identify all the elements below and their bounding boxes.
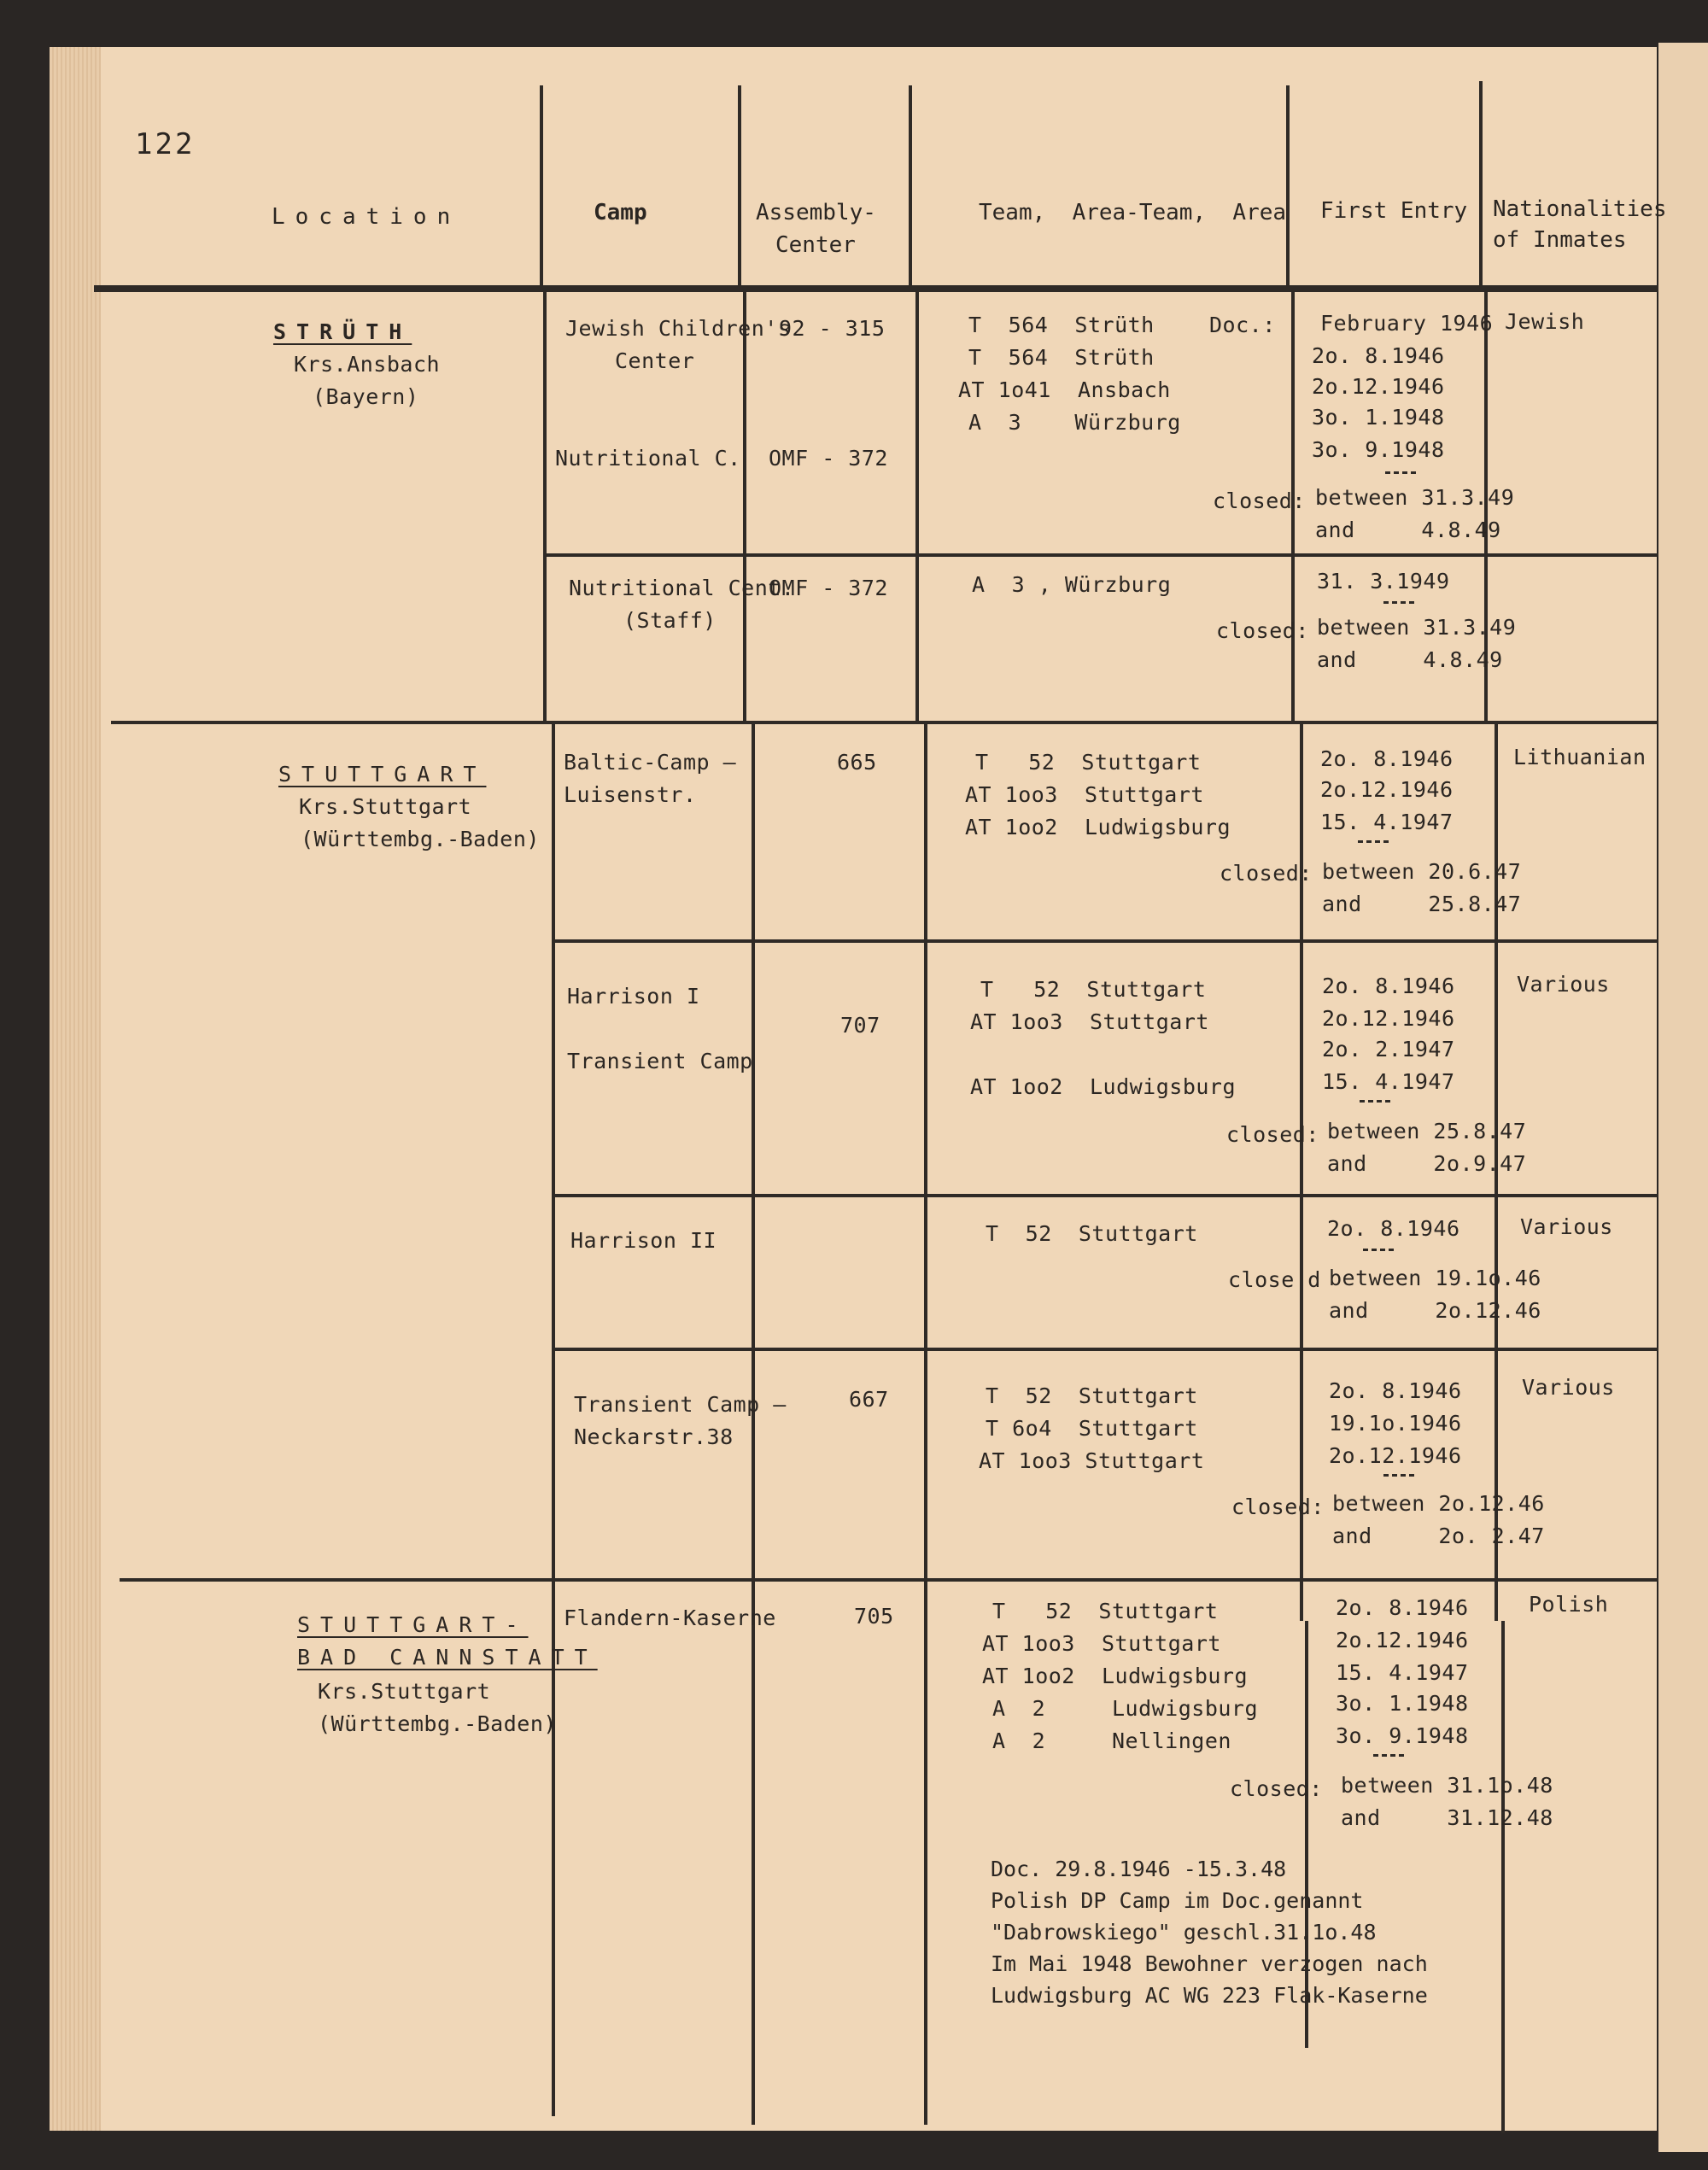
closed-range: between 31.3.49	[1317, 615, 1517, 640]
closed-range: between 25.8.47	[1327, 1119, 1527, 1143]
team-entry: AT 1o41 Ansbach	[958, 377, 1171, 402]
dashed-underline	[1385, 471, 1416, 474]
closed-label: closed:	[1226, 1122, 1319, 1147]
location-district: Krs.Stuttgart	[318, 1679, 491, 1704]
closed-label: close d	[1228, 1267, 1321, 1292]
assembly-center: 665	[837, 750, 877, 775]
row-rule	[111, 721, 1658, 724]
header-nationalities-2: of Inmates	[1493, 227, 1627, 253]
closed-range: between 19.1o.46	[1329, 1266, 1541, 1290]
closed-range: and 2o. 2.47	[1332, 1524, 1545, 1548]
assembly-center: 667	[849, 1387, 889, 1412]
first-entry: 2o.12.1946	[1322, 1006, 1455, 1031]
nationality: Various	[1517, 972, 1610, 997]
team-entry: AT 1oo3 Stuttgart	[970, 1009, 1209, 1034]
assembly-center-2: OMF - 372	[769, 446, 888, 471]
camp-name: Transient Camp –	[574, 1392, 787, 1417]
note-line: Doc. 29.8.1946 -15.3.48	[991, 1857, 1287, 1881]
grid-line	[924, 724, 927, 2125]
first-entry: 2o. 8.1946	[1327, 1216, 1460, 1241]
closed-range: and 25.8.47	[1322, 892, 1522, 916]
note-line: Im Mai 1948 Bewohner verzogen nach	[991, 1951, 1428, 1976]
nationality: Lithuanian	[1513, 745, 1647, 769]
first-entry: 15. 4.1947	[1336, 1660, 1469, 1685]
team-entry: T 564 Strüth	[968, 345, 1155, 370]
team-entry: A 3 , Würzburg	[972, 572, 1172, 597]
grid-line	[915, 289, 919, 724]
camp-name-2: Luisenstr.	[564, 782, 697, 807]
first-entry: 19.1o.1946	[1329, 1411, 1462, 1436]
location-district: Krs.Stuttgart	[299, 794, 472, 819]
first-entry: 2o. 8.1946	[1312, 343, 1445, 368]
first-entry: 2o. 8.1946	[1329, 1378, 1462, 1403]
row-rule	[555, 939, 1658, 943]
closed-label: closed:	[1213, 488, 1306, 513]
team-entry: T 52 Stuttgart	[992, 1599, 1219, 1623]
first-entry: 2o.12.1946	[1336, 1628, 1469, 1652]
note-line: Ludwigsburg AC WG 223 Flak-Kaserne	[991, 1983, 1428, 2008]
closed-range: and 2o.12.46	[1329, 1298, 1541, 1323]
first-entry: 3o. 1.1948	[1312, 405, 1445, 430]
first-entry: 15. 4.1947	[1322, 1069, 1455, 1094]
row-rule	[555, 1194, 1658, 1197]
closed-label: closed:	[1220, 861, 1313, 886]
grid-line	[909, 85, 912, 289]
closed-range: between 2o.12.46	[1332, 1491, 1545, 1516]
assembly-center: OMF - 372	[769, 576, 888, 600]
grid-line	[543, 289, 547, 724]
dashed-underline	[1360, 1100, 1390, 1103]
assembly-center: 707	[840, 1013, 880, 1038]
doc-label: Doc.:	[1209, 313, 1276, 337]
nationality: Polish	[1529, 1592, 1609, 1617]
closed-range: between 31.3.49	[1315, 485, 1515, 510]
assembly-center: 92 - 315	[779, 316, 886, 341]
header-assembly-2: Center	[775, 232, 856, 258]
team-entry: A 2 Ludwigsburg	[992, 1696, 1259, 1721]
dashed-underline	[1383, 601, 1414, 604]
team-entry: AT 1oo2 Ludwigsburg	[982, 1664, 1249, 1688]
closed-label: closed:	[1231, 1494, 1325, 1519]
nationality: Jewish	[1505, 309, 1585, 334]
first-entry: 2o.12.1946	[1312, 374, 1445, 399]
camp-name-2: Neckarstr.38	[574, 1424, 734, 1449]
page-edges	[50, 47, 101, 2131]
dashed-underline	[1363, 1249, 1394, 1251]
first-entry: 2o.12.1946	[1320, 777, 1454, 802]
header-first-entry: First Entry	[1320, 198, 1468, 224]
header-rule	[94, 285, 1658, 292]
team-entry: T 52 Stuttgart	[986, 1221, 1198, 1246]
closed-label: closed:	[1230, 1776, 1323, 1801]
first-entry: 2o. 8.1946	[1320, 746, 1454, 771]
camp-name: Harrison I	[567, 984, 700, 1009]
camp-name-2: Center	[615, 348, 695, 373]
header-nationalities-1: Nationalities	[1493, 196, 1667, 222]
location-state: (Bayern)	[313, 384, 419, 409]
header-team: Team, Area-Team, Area	[979, 200, 1287, 225]
dashed-underline	[1373, 1754, 1404, 1757]
location-name: STRÜTH	[273, 319, 412, 344]
dashed-underline	[1358, 840, 1389, 843]
team-entry: T 564 Strüth	[968, 313, 1155, 337]
location-state: (Württembg.-Baden)	[318, 1711, 557, 1736]
note-line: "Dabrowskiego" geschl.31.1o.48	[991, 1920, 1377, 1945]
team-entry: T 52 Stuttgart	[980, 977, 1207, 1002]
grid-line	[540, 85, 543, 289]
first-entry: 2o.12.1946	[1329, 1443, 1462, 1468]
closed-range: and 31.12.48	[1341, 1805, 1553, 1830]
first-entry: February 1946	[1320, 311, 1494, 336]
team-entry: AT 1oo3 Stuttgart	[982, 1631, 1221, 1656]
header-camp: Camp	[594, 200, 647, 225]
closed-label: closed:	[1216, 618, 1309, 643]
location-name: STUTTGART-	[297, 1612, 529, 1637]
closed-range: and 4.8.49	[1315, 518, 1501, 542]
first-entry: 31. 3.1949	[1317, 569, 1450, 594]
first-entry: 2o. 8.1946	[1336, 1595, 1469, 1620]
grid-line	[743, 289, 746, 724]
location-name-2: BAD CANNSTATT	[297, 1645, 598, 1670]
first-entry: 2o. 2.1947	[1322, 1037, 1455, 1062]
header-assembly-1: Assembly-	[756, 200, 876, 225]
camp-notes	[991, 1853, 1428, 2011]
grid-line	[738, 85, 741, 289]
team-entry: T 52 Stuttgart	[986, 1383, 1198, 1408]
note-line: Polish DP Camp im Doc.genannt	[991, 1888, 1364, 1913]
camp-name-3: Nutritional C.	[555, 446, 741, 471]
nationality: Various	[1520, 1214, 1613, 1239]
team-entry: AT 1oo2 Ludwigsburg	[970, 1074, 1237, 1099]
row-rule	[120, 1578, 1658, 1582]
team-entry: AT 1oo3 Stuttgart	[965, 782, 1204, 807]
next-page-edge	[1658, 43, 1708, 2152]
grid-line	[752, 724, 755, 2125]
first-entry: 3o. 9.1948	[1312, 437, 1445, 462]
first-entry: 15. 4.1947	[1320, 810, 1454, 834]
first-entry: 3o. 1.1948	[1336, 1691, 1469, 1716]
row-rule	[555, 1348, 1658, 1351]
camp-name-2: (Staff)	[623, 608, 717, 633]
team-entry: A 3 Würzburg	[968, 410, 1181, 435]
team-entry: A 2 Nellingen	[992, 1728, 1231, 1753]
first-entry: 3o. 9.1948	[1336, 1723, 1469, 1748]
location-district: Krs.Ansbach	[294, 352, 441, 377]
closed-range: and 2o.9.47	[1327, 1151, 1527, 1176]
camp-name: Jewish Children's	[565, 316, 792, 341]
team-entry: AT 1oo2 Ludwigsburg	[965, 815, 1231, 839]
grid-line	[552, 724, 555, 2116]
team-entry: T 6o4 Stuttgart	[986, 1416, 1198, 1441]
grid-line	[1286, 85, 1290, 289]
closed-range: between 31.1o.48	[1341, 1773, 1553, 1798]
closed-range: and 4.8.49	[1317, 647, 1503, 672]
nationality: Various	[1522, 1375, 1615, 1400]
camp-name: Flandern-Kaserne	[564, 1606, 776, 1630]
grid-line	[1501, 1621, 1505, 2133]
camp-name-2: Transient Camp	[567, 1049, 753, 1073]
location-name: STUTTGART	[278, 762, 487, 787]
assembly-center: 705	[854, 1604, 894, 1629]
closed-range: between 20.6.47	[1322, 859, 1522, 884]
team-entry: AT 1oo3 Stuttgart	[979, 1448, 1205, 1473]
header-location: Location	[272, 204, 461, 230]
camp-name: Baltic-Camp –	[564, 750, 737, 775]
location-state: (Württembg.-Baden)	[301, 827, 540, 851]
first-entry: 2o. 8.1946	[1322, 974, 1455, 998]
grid-line	[1479, 81, 1483, 289]
team-entry: T 52 Stuttgart	[975, 750, 1202, 775]
page-number: 122	[135, 127, 196, 161]
dashed-underline	[1383, 1474, 1414, 1477]
camp-name: Nutritional Cent.	[569, 576, 795, 600]
row-rule	[547, 553, 1658, 557]
camp-name: Harrison II	[570, 1228, 717, 1253]
